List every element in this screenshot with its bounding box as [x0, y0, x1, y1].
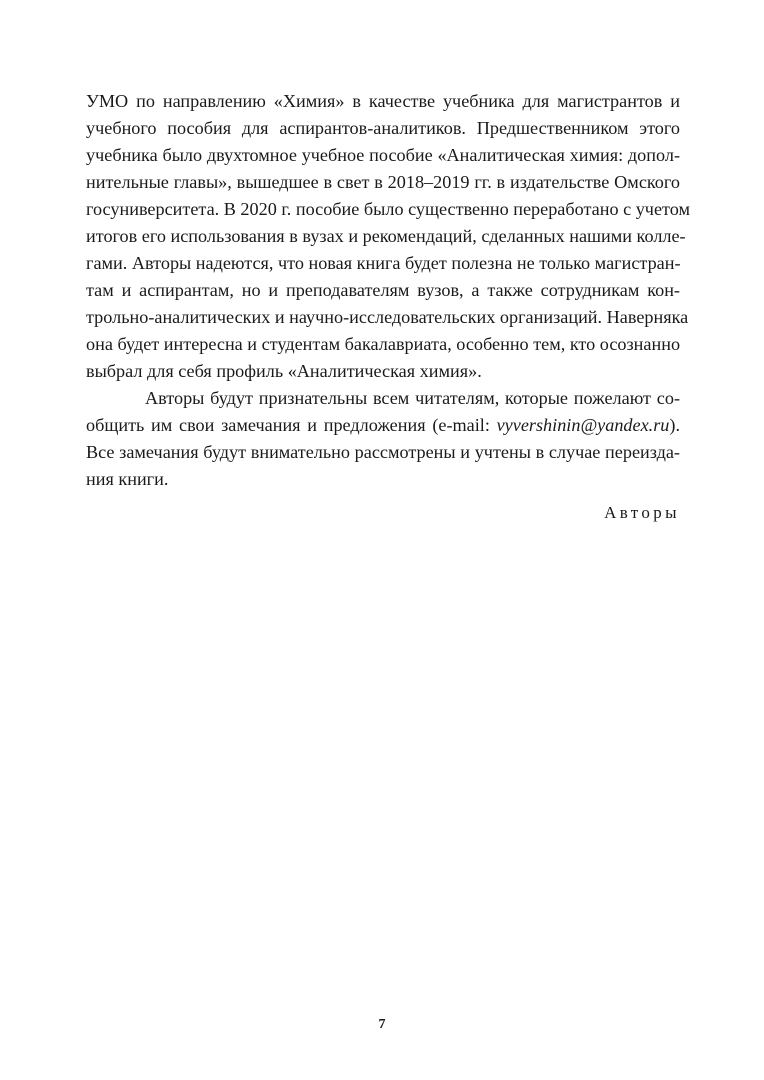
text-line: гами. Авторы надеются, что новая книга будет полезна не только магистран-: [86, 253, 681, 273]
text-line: учебника было двухтомное учебное пособие «Аналитическая химия: допол-: [86, 145, 680, 165]
email-address: vyvershinin@yandex.ru: [496, 415, 670, 435]
paragraph-1: [86, 88, 690, 385]
text-line: выбрал для себя профиль «Аналитическая химия».: [86, 361, 482, 381]
text-line: она будет интересна и студентам бакалавриата, особенно тем, кто осознанно: [86, 334, 681, 354]
text-line: трольно-аналитических и научно-исследовательских организаций. Наверняка: [86, 307, 689, 327]
email-prefix: общить им свои замечания и предложения (e-mail:: [86, 415, 497, 435]
text-line-with-email: [86, 412, 680, 439]
text-line: итогов его использования в вузах и рекомендаций, сделанных нашими колле-: [86, 226, 686, 246]
page-number: 7: [378, 1017, 386, 1032]
text-line: учебного пособия для аспирантов-аналитиков. Предшественником этого: [86, 118, 680, 138]
text-line: госуниверситета. В 2020 г. пособие было существенно переработано с учетом: [86, 199, 690, 219]
text-line: нительные главы», вышедшее в свет в 2018–2019 гг. в издательстве Омского: [86, 172, 680, 192]
text-line: ния книги.: [86, 469, 169, 489]
paragraph-2: [86, 385, 680, 493]
text-line: там и аспирантам, но и преподавателям вузов, а также сотрудникам кон-: [86, 280, 680, 300]
email-suffix: ).: [669, 415, 680, 435]
text-line: Авторы будут признательны всем читателям, которые пожелают со-: [145, 388, 680, 408]
signature: Авторы: [604, 503, 680, 522]
text-line: УМО по направлению «Химия» в качестве учебника для магистрантов и: [86, 91, 680, 111]
body-text: [86, 88, 690, 493]
text-line: Все замечания будут внимательно рассмотрены и учтены в случае переизда-: [86, 442, 680, 462]
